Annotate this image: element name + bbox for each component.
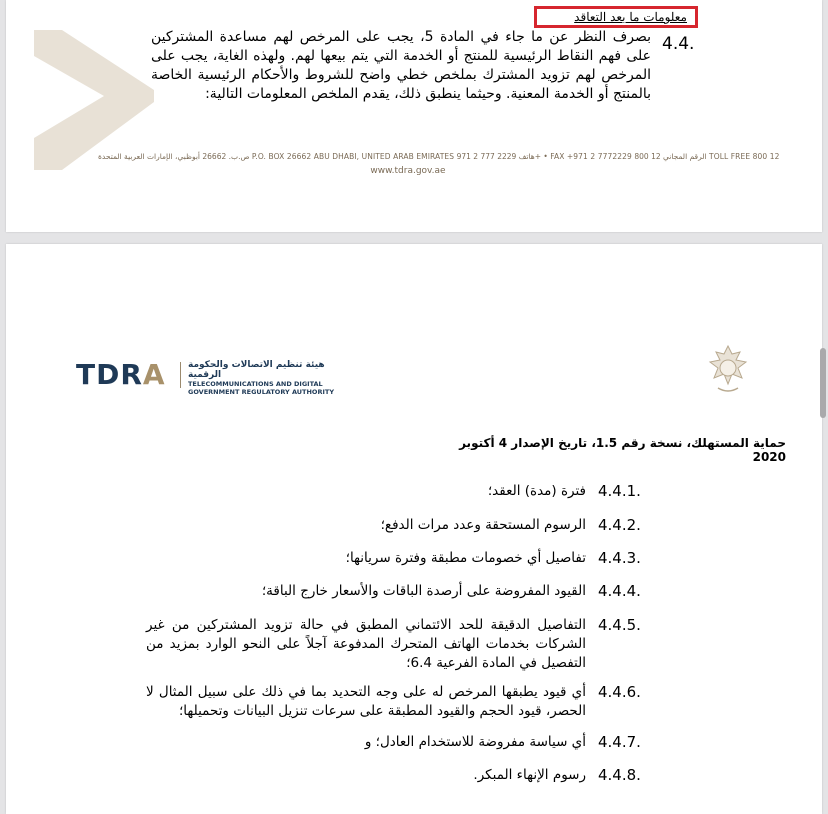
item-number: 4.4.5. — [598, 616, 641, 634]
item-text: الرسوم المستحقة وعدد مرات الدفع؛ — [380, 517, 586, 533]
highlight-callout-box — [534, 6, 698, 28]
logo-english-line-2: GOVERNMENT REGULATORY AUTHORITY — [188, 388, 335, 396]
section-number: 4.4. — [662, 34, 695, 54]
logo-english-line-1: TELECOMMUNICATIONS AND DIGITAL — [188, 380, 323, 388]
item-text: أي سياسة مفروضة للاستخدام العادل؛ و — [364, 734, 586, 750]
logo-wordmark — [76, 358, 166, 391]
item-number: 4.4.8. — [598, 766, 641, 784]
item-number: 4.4.7. — [598, 733, 641, 751]
document-header: حماية المستهلك، نسخة رقم 1.5، تاريخ الإصدار 4 أكتوبر 2020 — [459, 436, 786, 464]
previous-page — [6, 0, 822, 232]
item-text: فترة (مدة) العقد؛ — [487, 483, 586, 499]
item-text: أي قيود يطبقها المرخص له على وجه التحديد بما في ذلك على سبيل المثال لا الحصر، قيود الحجم والقيود المطبقة على سرعات تنزيل البيانات وتحميلها؛ — [146, 684, 586, 719]
footer-website: www.tdra.gov.ae — [370, 166, 446, 176]
item-number: 4.4.2. — [598, 516, 641, 534]
logo-arabic-name: هيئة تنظيم الاتصالات والحكومة الرقمية — [188, 360, 325, 380]
tdra-chevron-watermark — [34, 30, 154, 170]
item-text: القيود المفروضة على أرصدة الباقات والأسعار خارج الباقة؛ — [261, 583, 586, 599]
vertical-scrollbar[interactable] — [820, 348, 826, 418]
item-number: 4.4.6. — [598, 683, 641, 701]
logo-wordmark-main: TDR — [76, 358, 143, 391]
logo-divider — [180, 362, 181, 388]
item-number: 4.4.4. — [598, 582, 641, 600]
item-number: 4.4.3. — [598, 549, 641, 567]
item-number: 4.4.1. — [598, 482, 641, 500]
item-text: رسوم الإنهاء المبكر. — [473, 767, 586, 783]
logo-wordmark-accent: A — [142, 358, 166, 391]
current-page — [6, 244, 822, 814]
section-paragraph: بصرف النظر عن ما جاء في المادة 5، يجب على المرخص لهم مساعدة المشتركين على فهم النقاط الرئيسية للمنتج أو الخدمة التي يتم بيعها لهم. ولهذه الغاية، يجب على المرخص لهم تزويد المشترك بملخص خطي واضح للشروط والأحكام الرئيسية الخاصة بالمنتج أو الخدمة المعنية. وحيثما ينطبق ذلك، يقدم الملخص المعلومات التالية: — [151, 29, 651, 102]
item-text: التفاصيل الدقيقة للحد الائتماني المطبق في حالة تزويد المشتركين من غير الشركات بخدمات الهاتف المتحرك المدفوعة آجلاً على النحو الوارد بمزيد من التفصيل في المادة الفرعية 6.4؛ — [146, 617, 586, 671]
uae-emblem-icon — [706, 344, 750, 396]
item-text: تفاصيل أي خصومات مطبقة وفترة سريانها؛ — [345, 550, 586, 566]
footer-contact-line: ص.ب. 26662 أبوظبي، الإمارات العربية المتحدة P.O. BOX 26662 ABU DHABI, UNITED ARAB EMIRATES هاتف 2229 777 2 971+ • FAX +971 2 7772229 الرقم المجاني 12 800 TOLL FREE 800 12 — [98, 152, 780, 161]
logo-text-block — [188, 360, 338, 396]
callout-label: معلومات ما بعد التعاقد — [574, 10, 687, 24]
tdra-logo — [76, 358, 335, 396]
